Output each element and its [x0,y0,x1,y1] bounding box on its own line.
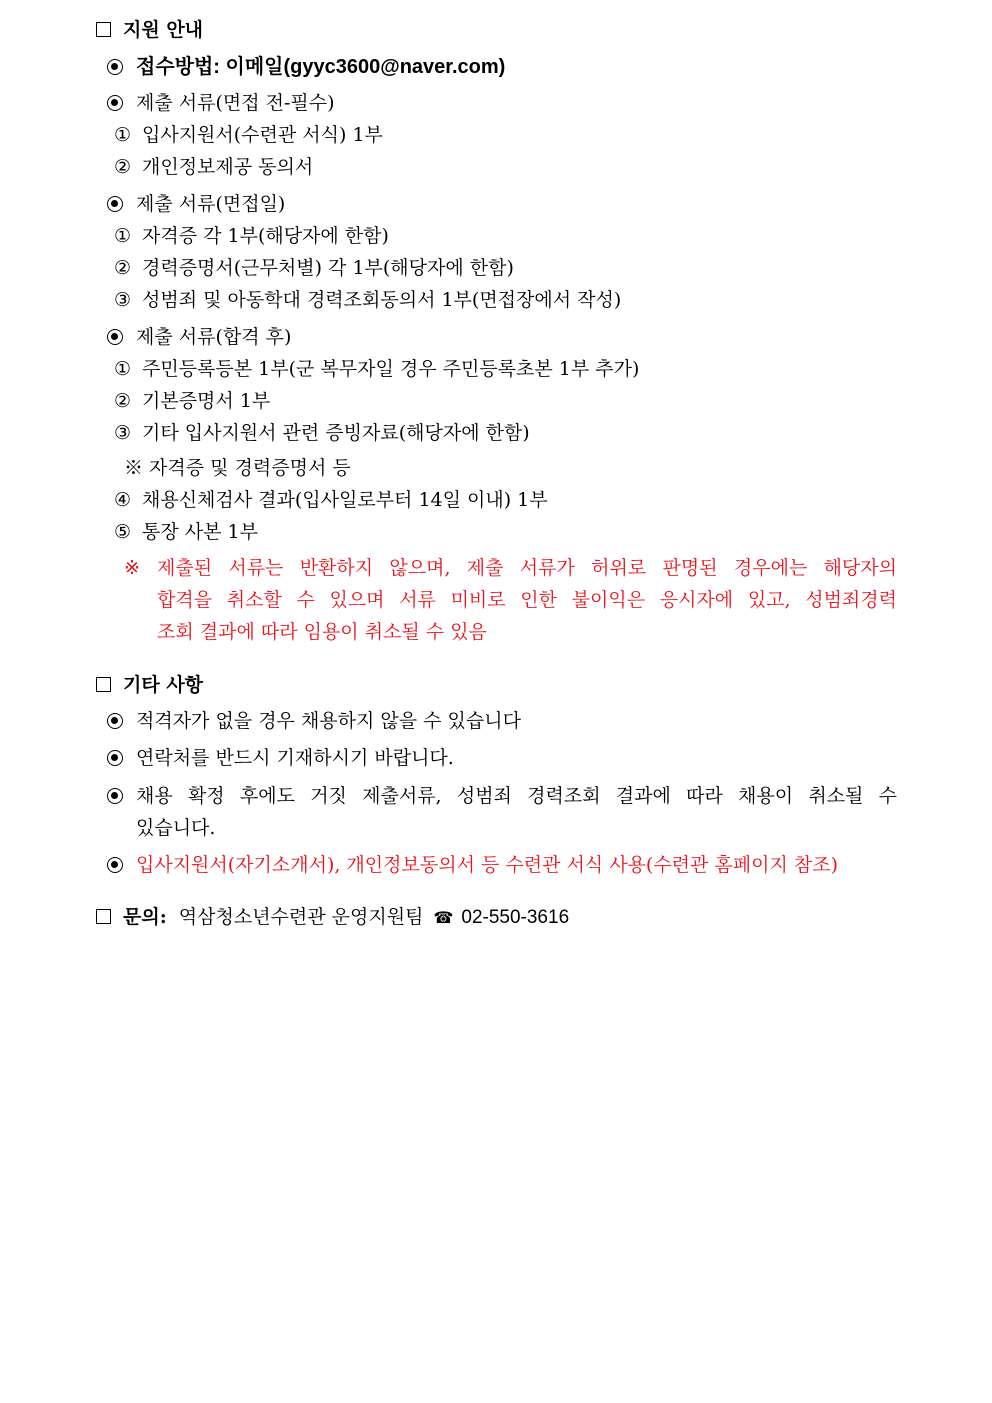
contact-label: 문의: [123,906,167,928]
list-item [136,783,897,809]
sub-note-text: ※ 자격증 및 경력증명서 등 [124,457,351,479]
bullet-radio-icon [107,329,123,345]
list-item [107,745,454,771]
list-item [114,223,389,249]
group-title: 제출 서류(합격 후) [136,326,292,348]
checkbox-square-icon [96,909,111,924]
contact-line [96,904,569,931]
group-title: 제출 서류(면접 전-필수) [136,92,335,114]
bullet-radio-icon [107,713,123,729]
list-item [114,420,530,446]
docs-interview-day-title [107,191,285,217]
warning-line [157,555,897,581]
item-number: ⑤ [114,521,132,543]
item-number: ④ [114,489,132,511]
checkbox-square-icon [96,677,111,692]
item-number: ② [114,390,132,412]
list-item [114,122,383,148]
item-text: 경력증명서(근무처별) 각 1부(해당자에 한함) [142,257,514,279]
item-text: 적격자가 없을 경우 채용하지 않을 수 있습니다 [136,710,521,732]
application-method [107,54,505,80]
item-text: 채용 확정 후에도 거짓 제출서류, 성범죄 경력조회 결과에 따라 채용이 취소될 수 [136,785,897,807]
warning-mark [124,555,140,581]
section-other-heading [96,672,203,698]
item-number: ② [114,257,132,279]
item-number: ① [114,358,132,380]
warning-line [157,619,487,645]
list-item [114,487,548,513]
section-title: 기타 사항 [123,674,204,696]
list-item-bullet [107,783,136,809]
item-text: 연락처를 반드시 기재하시기 바랍니다. [136,747,454,769]
item-text: 주민등록등본 1부(군 복무자일 경우 주민등록초본 1부 추가) [142,358,640,380]
item-text: 채용신체검사 결과(입사일로부터 14일 이내) 1부 [142,489,548,511]
item-number: ③ [114,422,132,444]
item-text: 성범죄 및 아동학대 경력조회동의서 1부(면접장에서 작성) [142,289,622,311]
section-title: 지원 안내 [123,19,204,41]
bullet-radio-icon [107,196,123,212]
item-number: ① [114,225,132,247]
sub-note [124,455,351,481]
list-item [114,519,258,545]
warning-mark-text: ※ [124,557,140,579]
item-text: 있습니다. [136,817,216,839]
item-text: 개인정보제공 동의서 [142,156,314,178]
bullet-radio-icon [107,857,123,873]
list-item [114,356,639,382]
item-text: 입사지원서(수련관 서식) 1부 [142,124,383,146]
bullet-radio-icon [107,788,123,804]
docs-after-pass-title [107,324,291,350]
bullet-radio-icon [107,750,123,766]
bullet-radio-icon [107,59,123,75]
contact-org: 역삼청소년수련관 운영지원팀 [178,906,424,928]
item-number: ① [114,124,132,146]
group-title: 제출 서류(면접일) [136,193,286,215]
list-item [114,154,313,180]
list-item [114,255,514,281]
phone-icon: ☎ [433,908,454,927]
docs-before-interview-title [107,90,335,116]
item-text: 입사지원서(자기소개서), 개인정보동의서 등 수련관 서식 사용(수련관 홈페이지 참조) [136,854,839,876]
item-text: 통장 사본 1부 [142,521,258,543]
item-text: 자격증 각 1부(해당자에 한함) [142,225,389,247]
list-item [107,852,838,878]
list-item-continued [136,815,215,841]
contact-phone[interactable]: 02-550-3616 [461,907,570,928]
checkbox-square-icon [96,22,111,37]
list-item [114,287,621,313]
warning-text: 합격을 취소할 수 있으며 서류 미비로 인한 불이익은 응시자에 있고, 성범죄경력 [157,589,897,611]
list-item [114,388,270,414]
item-number: ③ [114,289,132,311]
list-item [107,708,521,734]
application-method-label: 접수방법: 이메일(gyyc3600@naver.com) [136,56,506,78]
item-text: 기본증명서 1부 [142,390,271,412]
item-text: 기타 입사지원서 관련 증빙자료(해당자에 한함) [142,422,530,444]
bullet-radio-icon [107,95,123,111]
warning-line [157,587,897,613]
section-support-heading [96,17,203,43]
warning-text: 제출된 서류는 반환하지 않으며, 제출 서류가 허위로 판명된 경우에는 해당자의 [157,557,897,579]
item-number: ② [114,156,132,178]
warning-text: 조회 결과에 따라 임용이 취소될 수 있음 [157,621,487,643]
